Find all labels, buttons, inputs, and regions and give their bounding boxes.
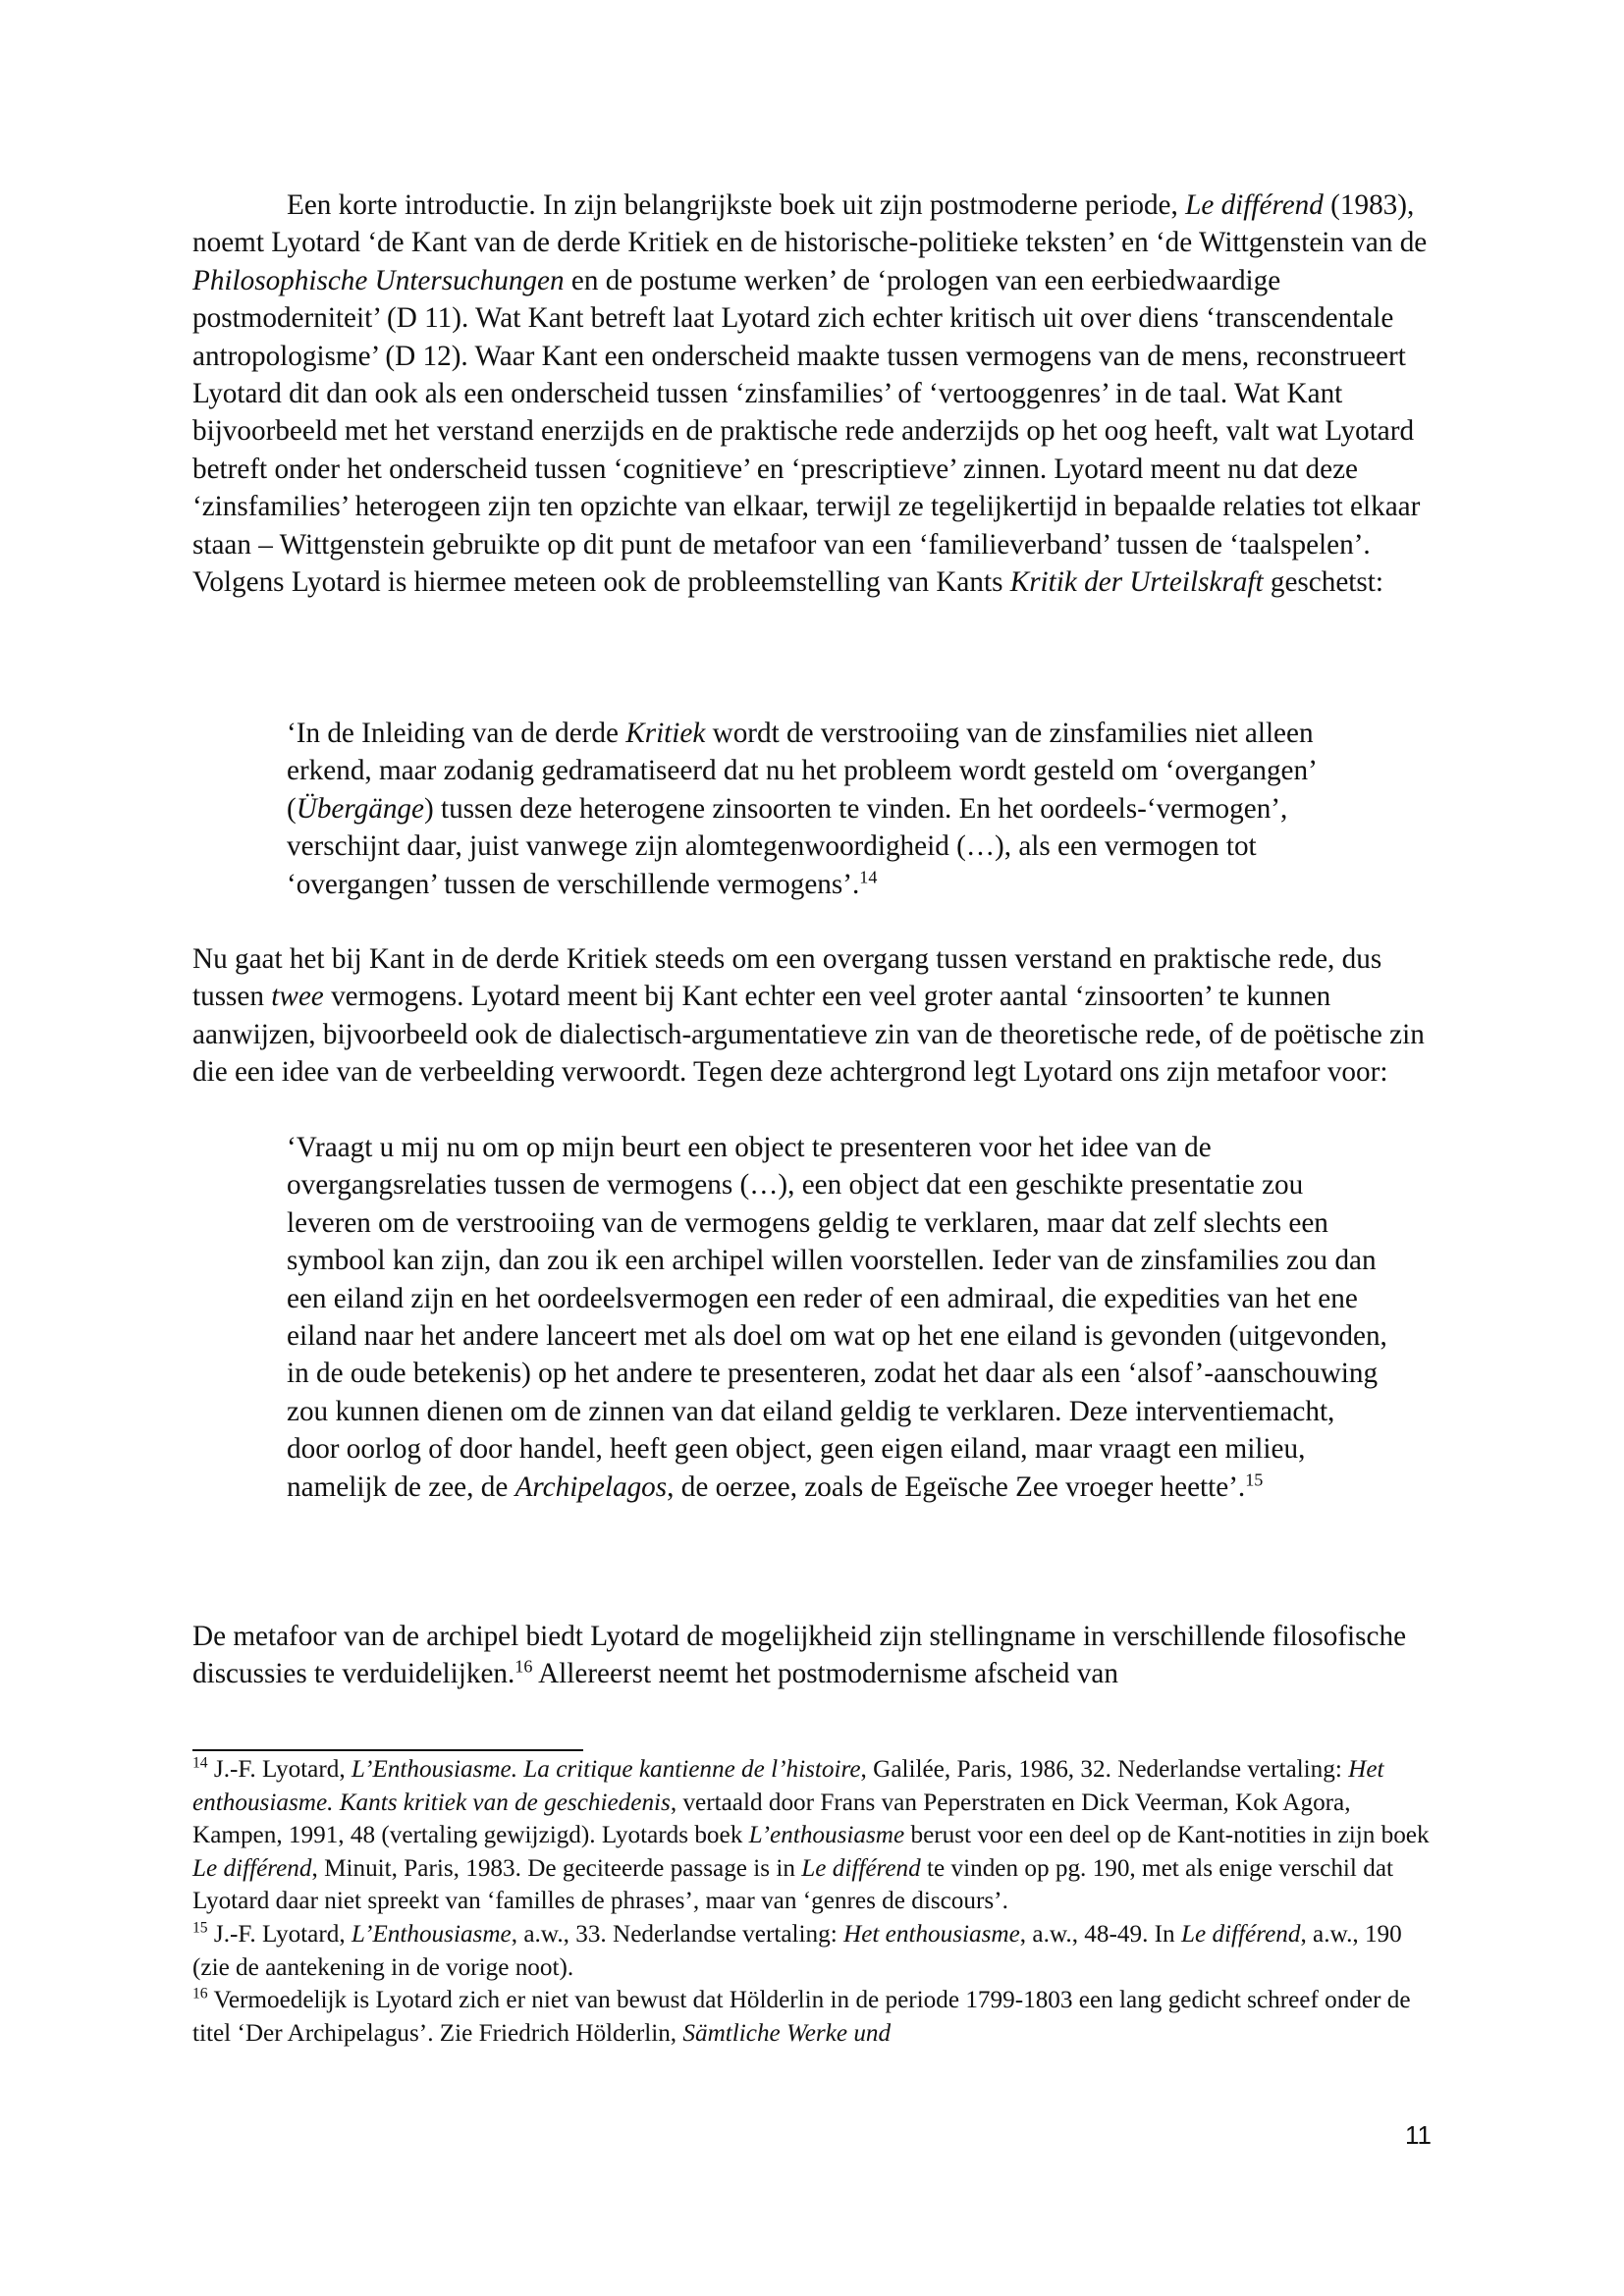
footnote16-run-2: Sämtliche Werke und — [682, 2019, 892, 2047]
paragraph1-run-6: geschetst: — [1263, 566, 1383, 599]
quote2-run-2: , de oerzee, zoals de Egeïsche Zee vroeger heette’. — [667, 1470, 1246, 1503]
footnote14-run-4: Het enthousiasme. Kants kritiek van de geschiedenis — [192, 1756, 1384, 1816]
footnote-separator — [192, 1749, 583, 1751]
footnote14-run-0: 14 — [192, 1754, 208, 1772]
footnotes — [192, 1753, 1437, 2050]
footnote-15 — [192, 1918, 1437, 1984]
paragraph1-run-3: Philosophische Untersuchungen — [192, 264, 565, 296]
footnote-14 — [192, 1753, 1437, 1918]
quote2-run-0: ‘Vraagt u mij nu om op mijn beurt een object te presenteren voor het idee van de overgangsrelaties tussen de vermogens (…), een object dat een geschikte presentatie zou leveren om de verstrooiing van de vermogens geldig te verklaren, maar dat zelf slechts een symbool kan zijn, dan zou ik een archipel willen voorstellen. Ieder van de zinsfamilies zou dan een eiland zijn en het oordeelsvermogen een reder of een admiraal, die expedities van het ene eiland naar het andere lanceert met als doel om wat op het ene eiland is gevonden (uitgevonden, in de oude betekenis) op het andere te presenteren, zodat het daar als een ‘alsof’-aanschouwing zou kunnen dienen om de zinnen van dat eiland geldig te verklaren. Deze interventiemacht, door oorlog of door handel, heeft geen object, geen eigen eiland, maar vraagt een milieu, namelijk de zee, de — [287, 1132, 1387, 1503]
footnote15-run-7: , a.w., 190 (zie de aantekening in de vorige noot). — [192, 1920, 1402, 1981]
footnote14-run-7: berust voor een deel op de Kant-notities in zijn boek — [904, 1822, 1430, 1849]
quote1-run-0: ‘In de Inleiding van de derde — [287, 718, 626, 749]
paragraph1-run-1: Le différend — [1185, 189, 1324, 221]
quote1-run-2: wordt de verstrooiing van de zinsfamilies niet alleen erkend, maar zodanig gedramatiseerd dat nu het probleem wordt gesteld om ‘overgangen’ ( — [287, 718, 1316, 825]
footnote15-run-5: , a.w., 48-49. In — [1019, 1920, 1181, 1948]
paragraph2-run-1: twee — [271, 981, 324, 1013]
footnote15-run-1: J.-F. Lyotard, — [207, 1920, 352, 1948]
footnote15-run-4: Het enthousiasme — [843, 1920, 1020, 1948]
footnote14-run-10: Le différend — [801, 1854, 921, 1882]
quote1-run-4: ) tussen deze heterogene zinsoorten te vinden. En het oordeels-‘vermogen’, verschijnt daar, juist vanwege zijn alomtegenwoordigheid (…), als een vermogen tot ‘overgangen’ tussen de verschillende vermogens’. — [287, 792, 1288, 900]
paragraph-introduction — [192, 187, 1437, 601]
paragraph2-run-0: Nu gaat het bij Kant in de derde Kritiek steeds om een overgang tussen verstand en praktische rede, dus tussen — [192, 943, 1382, 1013]
footnote14-run-8: Le différend — [192, 1854, 312, 1882]
footnote14-run-2: L’Enthousiasme. La critique kantienne de l’histoire — [351, 1756, 861, 1783]
footnote14-run-5: , vertaald door Frans van Peperstraten en Dick Veerman, Kok Agora, Kampen, 1991, 48 (vertaling gewijzigd). Lyotards boek — [192, 1789, 1351, 1849]
paragraph2-run-2: vermogens. Lyotard meent bij Kant echter een veel groter aantal ‘zinsoorten’ te kunnen aanwijzen, bijvoorbeeld ook de dialectisch-argumentatieve zin van de theoretische rede, of de poëtische zin die een idee van de verbeelding verwoordt. Tegen deze achtergrond legt Lyotard ons zijn metafoor voor: — [192, 981, 1425, 1089]
footnote16-run-0: 16 — [192, 1985, 208, 2002]
quote2-run-3: 15 — [1245, 1468, 1264, 1489]
footnote14-run-9: , Minuit, Paris, 1983. De geciteerde passage is in — [311, 1854, 802, 1882]
paragraph1-run-5: Kritik der Urteilskraft — [1009, 566, 1264, 599]
footnote14-run-6: L’enthousiasme — [748, 1822, 905, 1849]
footnote15-run-6: Le différend — [1180, 1920, 1301, 1948]
paragraph3-run-0: De metafoor van de archipel biedt Lyotard de mogelijkheid zijn stellingname in verschillende filosofische discussies te verduidelijken. — [192, 1621, 1407, 1690]
paragraph-metafoor-archipel — [192, 1618, 1437, 1693]
footnote15-run-2: L’Enthousiasme — [351, 1920, 512, 1948]
footnote14-run-1: J.-F. Lyotard, — [207, 1756, 352, 1783]
quote1-run-3: Übergänge — [296, 792, 424, 825]
paragraph-twee-vermogens — [192, 940, 1437, 1092]
blockquote-lyotard-overgangen — [287, 715, 1390, 903]
paragraph3-run-1: 16 — [514, 1656, 533, 1677]
footnote16-run-1: Vermoedelijk is Lyotard zich er niet van bewust dat Hölderlin in de periode 1799-1803 een lang gedicht schreef onder de titel ‘Der Archipelagus’. Zie Friedrich Hölderlin, — [192, 1987, 1411, 2047]
blockquote-lyotard-archipel — [287, 1129, 1390, 1506]
paragraph1-run-0: Een korte introductie. In zijn belangrijkste boek uit zijn postmoderne periode, — [287, 189, 1186, 221]
footnote14-run-3: , Galilée, Paris, 1986, 32. Nederlandse vertaling: — [860, 1756, 1349, 1783]
footnote-16 — [192, 1984, 1437, 2050]
footnote15-run-0: 15 — [192, 1919, 208, 1937]
quote1-run-5: 14 — [859, 866, 878, 886]
quote1-run-1: Kritiek — [625, 718, 706, 749]
paragraph1-run-4: en de postume werken’ de ‘prologen van een eerbiedwaardige postmoderniteit’ (D 11). Wat Kant betreft laat Lyotard zich echter kritisch uit over diens ‘transcendentale antropologisme’ (D 12). Waar Kant een onderscheid maakte tussen vermogens van de mens, reconstrueert Lyotard dit dan ook als een onderscheid tussen ‘zinsfamilies’ of ‘vertooggenres’ in de taal. Wat Kant bijvoorbeeld met het verstand enerzijds en de praktische rede anderzijds op het oog heeft, valt wat Lyotard betreft onder het onderscheid tussen ‘cognitieve’ en ‘prescriptieve’ zinnen. Lyotard meent nu dat deze ‘zinsfamilies’ heterogeen zijn ten opzichte van elkaar, terwijl ze tegelijkertijd in bepaalde relaties tot elkaar staan – Wittgenstein gebruikte op dit punt de metafoor van een ‘familieverband’ tussen de ‘taalspelen’. Volgens Lyotard is hiermee meteen ook de probleemstelling van Kants — [192, 264, 1421, 599]
paragraph1-run-2: (1983), noemt Lyotard ‘de Kant van de derde Kritiek en de historische-politieke teksten’ en ‘de Wittgenstein van de — [192, 189, 1428, 259]
quote2-run-1: Archipelagos — [514, 1470, 668, 1503]
page-number: 11 — [1405, 2120, 1432, 2150]
paragraph3-run-2: Allereerst neemt het postmodernisme afscheid van — [532, 1658, 1118, 1690]
footnote14-run-11: te vinden op pg. 190, met als enige verschil dat Lyotard daar niet spreekt van ‘familles de phrases’, maar van ‘genres de discours’. — [192, 1854, 1393, 1915]
footnote15-run-3: , a.w., 33. Nederlandse vertaling: — [511, 1920, 844, 1948]
